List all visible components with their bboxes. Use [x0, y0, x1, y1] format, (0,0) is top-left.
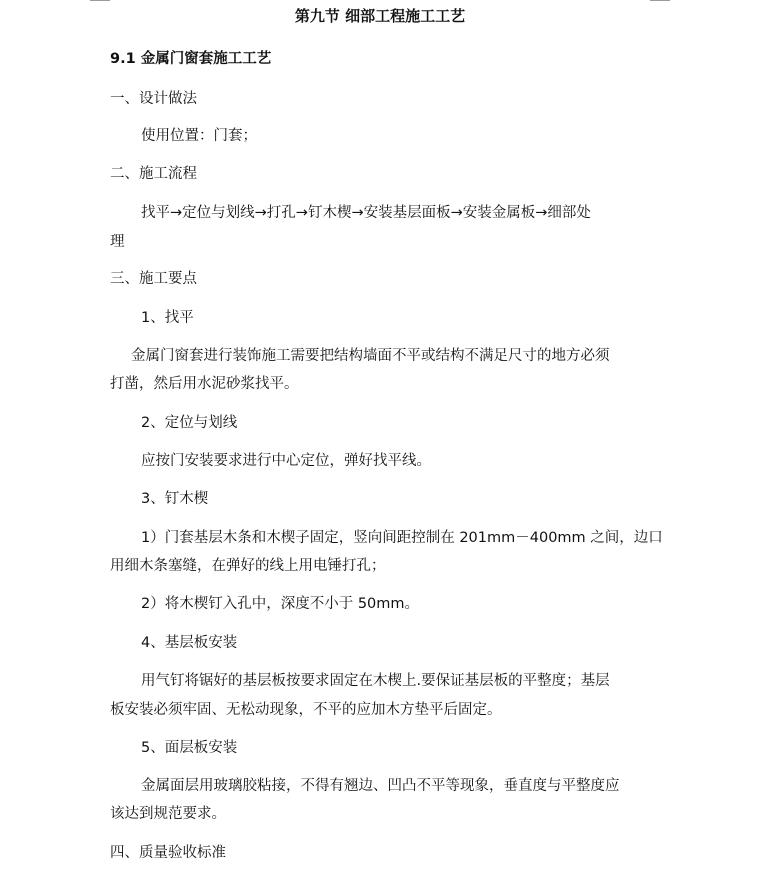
point-1-line-2: 打凿，然后用水泥砂浆找平。 — [110, 376, 299, 392]
point-4-line-2: 板安装必须牢固、无松动现象，不平的应加木方垫平后固定。 — [110, 702, 502, 718]
flow-line-2: 理 — [110, 234, 125, 250]
point-5-heading: 5、面层板安装 — [141, 740, 238, 756]
point-1-heading: 1、找平 — [141, 310, 194, 326]
heading-quality: 四、质量验收标准 — [110, 845, 226, 861]
design-usage: 使用位置：门套； — [141, 128, 257, 144]
point-3-item-1-line-2: 用细木条塞缝，在弹好的线上用电锤打孔； — [110, 558, 386, 574]
page-corner-mark-right — [650, 0, 670, 1]
point-4-heading: 4、基层板安装 — [141, 635, 238, 651]
point-3-item-1-line-1: 1）门套基层木条和木楔子固定，竖向间距控制在 201mm－400mm 之间，边口 — [141, 530, 663, 546]
chapter-title: 第九节 细部工程施工工艺 — [294, 7, 466, 25]
heading-points: 三、施工要点 — [110, 271, 197, 287]
point-2-text: 应按门安装要求进行中心定位，弹好找平线。 — [141, 453, 431, 469]
heading-design: 一、设计做法 — [110, 91, 197, 107]
point-4-line-1: 用气钉将锯好的基层板按要求固定在木楔上.要保证基层板的平整度；基层 — [141, 673, 610, 689]
point-3-item-2: 2）将木楔钉入孔中，深度不小于 50mm。 — [141, 596, 420, 612]
flow-line-1: 找平→定位与划线→打孔→钉木楔→安装基层面板→安装金属板→细部处 — [141, 205, 591, 221]
page-corner-mark-left — [90, 0, 110, 1]
section-heading: 9.1 金属门窗套施工工艺 — [110, 51, 272, 67]
point-2-heading: 2、定位与划线 — [141, 415, 238, 431]
point-5-line-2: 该达到规范要求。 — [110, 806, 226, 822]
heading-flow: 二、施工流程 — [110, 166, 197, 182]
point-1-line-1: 金属门窗套进行装饰施工需要把结构墙面不平或结构不满足尺寸的地方必须 — [131, 348, 610, 364]
point-3-heading: 3、钉木楔 — [141, 491, 209, 507]
point-5-line-1: 金属面层用玻璃胶粘接，不得有翘边、凹凸不平等现象，垂直度与平整度应 — [141, 778, 620, 794]
